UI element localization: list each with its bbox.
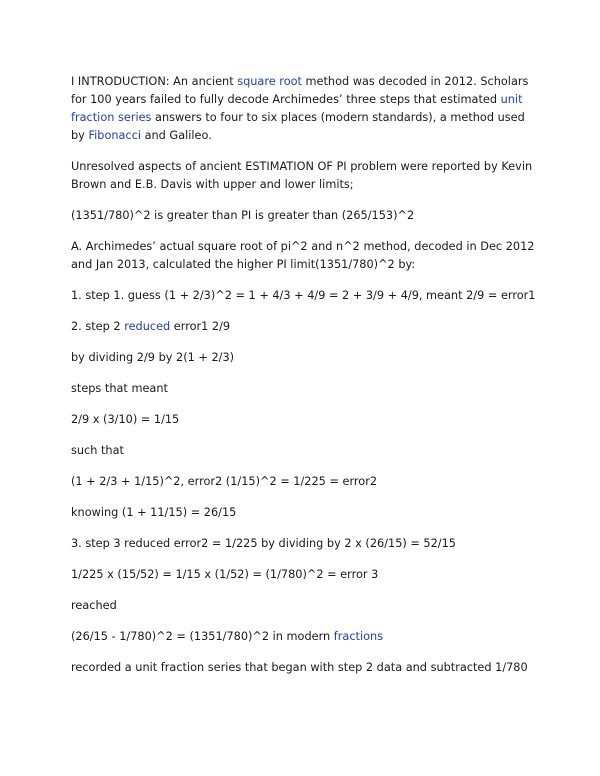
paragraph-dividing: by dividing 2/9 by 2(1 + 2/3) bbox=[71, 351, 235, 364]
link-square-root[interactable]: square root bbox=[237, 75, 302, 88]
document-body bbox=[71, 73, 536, 690]
paragraph-error2: (1 + 2/3 + 1/15)^2, error2 (1/15)^2 = 1/225 = error2 bbox=[71, 475, 378, 488]
text-span: error1 2/9 bbox=[170, 320, 231, 333]
link-fractions[interactable]: fractions bbox=[333, 630, 384, 643]
link-fibonacci[interactable]: Fibonacci bbox=[88, 129, 141, 142]
paragraph-fraction-calc: 2/9 x (3/10) = 1/15 bbox=[71, 413, 180, 426]
paragraph-steps-meant: steps that meant bbox=[71, 382, 168, 395]
text-span: method was decoded in 2012. Scholars for 100 years failed to fully decode Archimedes’ three steps that estimated bbox=[71, 75, 529, 106]
link-reduced[interactable]: reduced bbox=[124, 320, 171, 333]
paragraph-unresolved: Unresolved aspects of ancient ESTIMATION OF PI problem were reported by Kevin Brown and E.B. Davis with upper and lower limits; bbox=[71, 160, 533, 191]
paragraph-such-that: such that bbox=[71, 444, 124, 457]
paragraph-step-1: 1. step 1. guess (1 + 2/3)^2 = 1 + 4/3 + 4/9 = 2 + 3/9 + 4/9, meant 2/9 = error1 bbox=[71, 289, 536, 302]
paragraph-step-3: 3. step 3 reduced error2 = 1/225 by dividing by 2 x (26/15) = 52/15 bbox=[71, 537, 456, 550]
paragraph-introduction bbox=[71, 73, 536, 145]
text-span: answers to four to six places (modern standards), a method used by bbox=[71, 111, 525, 142]
link-unit-fraction-series[interactable]: unit fraction series bbox=[71, 93, 523, 124]
paragraph-modern-fractions bbox=[71, 628, 536, 646]
text-span: (26/15 - 1/780)^2 = (1351/780)^2 in modern bbox=[71, 630, 334, 643]
paragraph-recorded: recorded a unit fraction series that began with step 2 data and subtracted 1/780 bbox=[71, 661, 528, 674]
text-span: I INTRODUCTION: An ancient bbox=[71, 75, 238, 88]
paragraph-step-2 bbox=[71, 318, 536, 336]
paragraph-knowing: knowing (1 + 11/15) = 26/15 bbox=[71, 506, 237, 519]
paragraph-reached: reached bbox=[71, 599, 117, 612]
paragraph-archimedes-method: A. Archimedes’ actual square root of pi^2 and n^2 method, decoded in Dec 2012 and Jan 2013, calculated the higher PI limit(1351/780)^2 by: bbox=[71, 240, 535, 271]
text-span: 2. step 2 bbox=[71, 320, 125, 333]
paragraph-error3: 1/225 x (15/52) = 1/15 x (1/52) = (1/780)^2 = error 3 bbox=[71, 568, 379, 581]
text-span: and Galileo. bbox=[141, 129, 212, 142]
paragraph-limits: (1351/780)^2 is greater than PI is greater than (265/153)^2 bbox=[71, 209, 415, 222]
